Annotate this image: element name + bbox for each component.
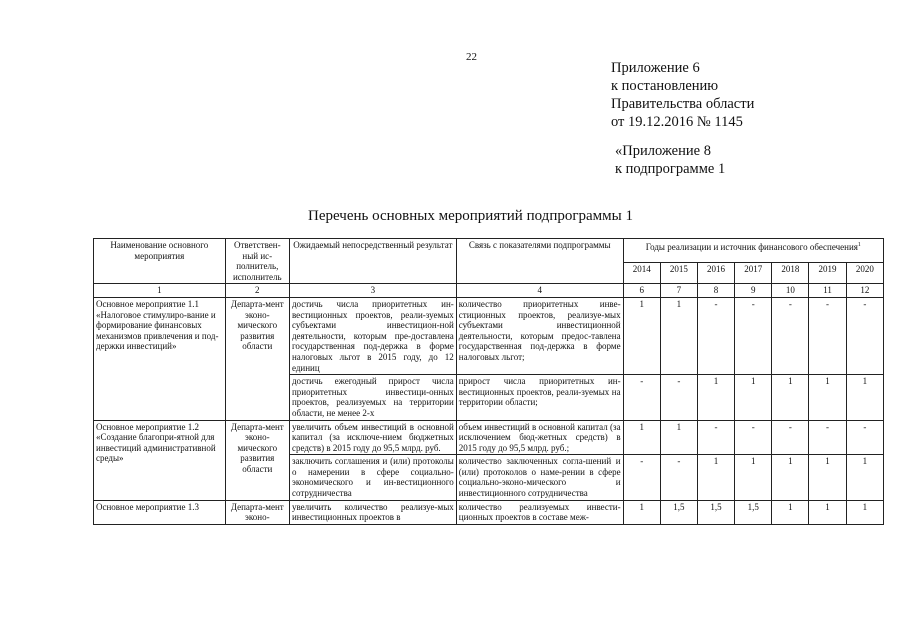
year-value: 1 bbox=[623, 500, 660, 524]
year-value: - bbox=[697, 297, 734, 374]
year-value: - bbox=[697, 420, 734, 455]
header-row bbox=[94, 239, 884, 263]
year-value: - bbox=[623, 455, 660, 500]
appendix-subreference bbox=[615, 142, 725, 178]
year-value: - bbox=[809, 297, 846, 374]
responsible-executor: Департа-мент эконо-мического развития области bbox=[225, 420, 289, 500]
year-value: 1 bbox=[772, 500, 809, 524]
expected-result: достичь числа приоритетных ин-вестиционных проектов, реали-зуемых субъектами инвестицион-ной деятельности, которым пре-доставлена государственная под-держка в форме налоговых льгот в 2015 году, до 12 единиц bbox=[289, 297, 456, 374]
year-value: 1 bbox=[846, 500, 883, 524]
column-number: 12 bbox=[846, 284, 883, 298]
table-row bbox=[94, 420, 884, 455]
year-value: 1,5 bbox=[735, 500, 772, 524]
indicator-link: количество реализуемых инвести-ционных проектов в составе меж- bbox=[456, 500, 623, 524]
header-link: Связь с показателями подпрограммы bbox=[456, 239, 623, 284]
year-value: - bbox=[772, 297, 809, 374]
expected-result: увеличить количество реализуе-мых инвестиционных проектов в bbox=[289, 500, 456, 524]
year-value: - bbox=[809, 420, 846, 455]
year-value: 1 bbox=[623, 297, 660, 374]
year-value: - bbox=[846, 420, 883, 455]
header-years-group bbox=[623, 239, 883, 263]
year-value: - bbox=[846, 297, 883, 374]
indicator-link: количество заключенных согла-шений и (или) протоколов о наме-рении в сфере социально-эконо-мического и инвестиционного сотрудничества bbox=[456, 455, 623, 500]
year-value: - bbox=[735, 420, 772, 455]
year-header: 2019 bbox=[809, 263, 846, 284]
year-value: 1 bbox=[809, 500, 846, 524]
year-value: - bbox=[735, 297, 772, 374]
year-value: 1 bbox=[809, 375, 846, 420]
year-value: 1 bbox=[846, 375, 883, 420]
indicator-link: объем инвестиций в основной капитал (за исключением бюд-жетных средств) в 2015 году до 95,5 млрд. руб.; bbox=[456, 420, 623, 455]
year-value: 1 bbox=[660, 420, 697, 455]
header-result: Ожидаемый непосредственный результат bbox=[289, 239, 456, 284]
year-value: 1,5 bbox=[697, 500, 734, 524]
footnote-marker: 1 bbox=[857, 242, 861, 248]
activities-table bbox=[93, 238, 884, 525]
expected-result: достичь ежегодный прирост числа приоритетных инвестици-онных проектов, реализуемых на территории области, не менее 2-х bbox=[289, 375, 456, 420]
column-number: 11 bbox=[809, 284, 846, 298]
column-number: 2 bbox=[225, 284, 289, 298]
year-value: 1 bbox=[697, 375, 734, 420]
year-value: 1 bbox=[697, 455, 734, 500]
appendix-line: Приложение 6 bbox=[611, 60, 700, 76]
appendix-line: к постановлению bbox=[611, 78, 719, 94]
year-value: - bbox=[772, 420, 809, 455]
column-number: 9 bbox=[735, 284, 772, 298]
year-value: - bbox=[660, 375, 697, 420]
responsible-executor: Департа-мент эконо-мического развития области bbox=[225, 297, 289, 420]
column-number: 4 bbox=[456, 284, 623, 298]
column-number: 3 bbox=[289, 284, 456, 298]
appendix-line: «Приложение 8 bbox=[615, 143, 711, 159]
column-number: 8 bbox=[697, 284, 734, 298]
header-name: Наименование основного мероприятия bbox=[94, 239, 226, 284]
column-numbers-row bbox=[94, 284, 884, 298]
year-value: 1 bbox=[660, 297, 697, 374]
activity-name: Основное мероприятие 1.2 «Создание благопри-ятной для инвестиций административной среды» bbox=[94, 420, 226, 500]
appendix-reference bbox=[611, 59, 754, 131]
activity-name: Основное мероприятие 1.3 bbox=[94, 500, 226, 524]
header-responsible: Ответствен-ный ис-полнитель, исполнитель bbox=[225, 239, 289, 284]
year-header: 2015 bbox=[660, 263, 697, 284]
activity-name: Основное мероприятие 1.1 «Налоговое стимулиро-вание и формирование финансовых механизмов привлечения и под-держки инвестиций» bbox=[94, 297, 226, 420]
column-number: 6 bbox=[623, 284, 660, 298]
indicator-link: прирост числа приоритетных ин-вестиционных проектов, реали-зуемых на территории области; bbox=[456, 375, 623, 420]
appendix-line: Правительства области bbox=[611, 96, 755, 112]
year-value: 1 bbox=[735, 455, 772, 500]
page-number: 22 bbox=[466, 51, 477, 63]
appendix-line: к подпрограмме 1 bbox=[615, 161, 726, 177]
expected-result: увеличить объем инвестиций в основной капитал (за исключе-нием бюджетных средств) в 2015 году до 95,5 млрд. руб. bbox=[289, 420, 456, 455]
document-title: Перечень основных мероприятий подпрограммы 1 bbox=[308, 208, 633, 224]
header-years-label: Годы реализации и источник финансового обеспечения bbox=[645, 242, 858, 252]
indicator-link: количество приоритетных инве-стиционных проектов, реализуе-мых субъектами инвестиционной деятельности, которым предос-тавлена государственная под-держка в форме налоговых льгот; bbox=[456, 297, 623, 374]
year-value: - bbox=[623, 375, 660, 420]
year-value: 1 bbox=[735, 375, 772, 420]
column-number: 7 bbox=[660, 284, 697, 298]
year-header: 2017 bbox=[735, 263, 772, 284]
year-value: 1 bbox=[772, 455, 809, 500]
expected-result: заключить соглашения и (или) протоколы о намерении в сфере социально-экономического и ин-вестиционного сотрудничества bbox=[289, 455, 456, 500]
table-row bbox=[94, 297, 884, 374]
column-number: 1 bbox=[94, 284, 226, 298]
year-header: 2018 bbox=[772, 263, 809, 284]
column-number: 10 bbox=[772, 284, 809, 298]
year-value: 1 bbox=[772, 375, 809, 420]
year-value: 1 bbox=[846, 455, 883, 500]
year-value: - bbox=[660, 455, 697, 500]
responsible-executor: Департа-мент эконо- bbox=[225, 500, 289, 524]
year-value: 1,5 bbox=[660, 500, 697, 524]
table-row bbox=[94, 500, 884, 524]
year-value: 1 bbox=[809, 455, 846, 500]
year-value: 1 bbox=[623, 420, 660, 455]
year-header: 2016 bbox=[697, 263, 734, 284]
year-header: 2020 bbox=[846, 263, 883, 284]
appendix-line: от 19.12.2016 № 1145 bbox=[611, 114, 743, 130]
year-header: 2014 bbox=[623, 263, 660, 284]
